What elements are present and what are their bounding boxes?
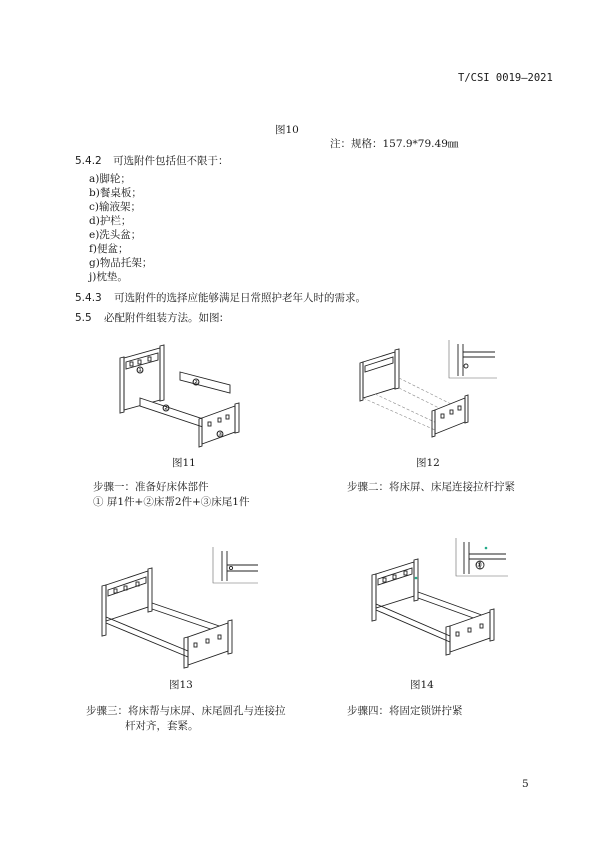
figure-14-label: ①	[476, 561, 483, 569]
list-item: f)便盆；	[89, 243, 129, 255]
list-item: c)输液架；	[89, 201, 141, 213]
figure-11-drawing	[110, 340, 250, 440]
standard-code: T/CSI 0019—2021	[458, 72, 553, 84]
figure-14-drawing	[358, 538, 518, 658]
side-rail-part	[180, 372, 230, 393]
figure-13-step-line2: 杆对齐，套紧。	[125, 720, 199, 732]
figure-11-label: ③	[217, 430, 224, 438]
list-item: a)脚轮；	[89, 173, 131, 185]
figure-14-caption: 图14	[410, 679, 434, 691]
section-5-5	[75, 312, 223, 325]
section-number: 5.4.2	[75, 155, 102, 167]
figure-10-caption: 图10	[275, 124, 299, 136]
figure-13-inset	[213, 547, 258, 583]
figure-14-step: 步骤四：将固定锁饼拧紧	[347, 705, 463, 717]
list-item: j)枕垫。	[89, 271, 128, 283]
figure-12-inset	[449, 340, 497, 378]
figure-11-step: 步骤一：准备好床体部件	[93, 481, 209, 493]
figure-11-label: ②	[193, 378, 200, 386]
figure-13-step-line1: 步骤三：将床帮与床屏、床尾圆孔与连接拉	[86, 705, 286, 717]
page-number: 5	[522, 778, 529, 790]
figure-14-inset	[456, 538, 508, 576]
section-number: 5.5	[75, 312, 92, 324]
list-item: b)餐桌板；	[89, 187, 142, 199]
figure-10-note: 注：规格：157.9*79.49㎜	[330, 138, 459, 150]
section-5-4-3	[75, 292, 366, 305]
section-title: 可选附件包括但不限于：	[113, 155, 229, 167]
figure-13-caption: 图13	[169, 679, 193, 691]
section-5-4-2-heading	[75, 155, 229, 168]
figure-12-step: 步骤二：将床屏、床尾连接拉杆拧紧	[347, 481, 515, 493]
figure-11-caption: 图11	[172, 457, 196, 469]
list-item: d)护栏；	[89, 215, 132, 227]
list-item: g)物品托架；	[89, 257, 153, 269]
section-number: 5.4.3	[75, 292, 102, 304]
figure-11-label: ②	[163, 404, 170, 412]
list-item: e)洗头盆；	[89, 229, 142, 241]
figure-12-caption: 图12	[416, 457, 440, 469]
figure-12-drawing	[355, 340, 505, 440]
footboard-part	[199, 403, 239, 447]
side-rail-part	[140, 398, 206, 428]
section-text: 可选附件的选择应能够满足日常照护老年人时的需求。	[114, 292, 367, 304]
section-text: 必配附件组装方法。如图:	[104, 312, 224, 324]
figure-11-label: ①	[137, 366, 144, 374]
figure-13-drawing	[98, 545, 258, 665]
figure-11-parts: ① 屏1件+②床帮2件+③床尾1件	[93, 496, 250, 508]
